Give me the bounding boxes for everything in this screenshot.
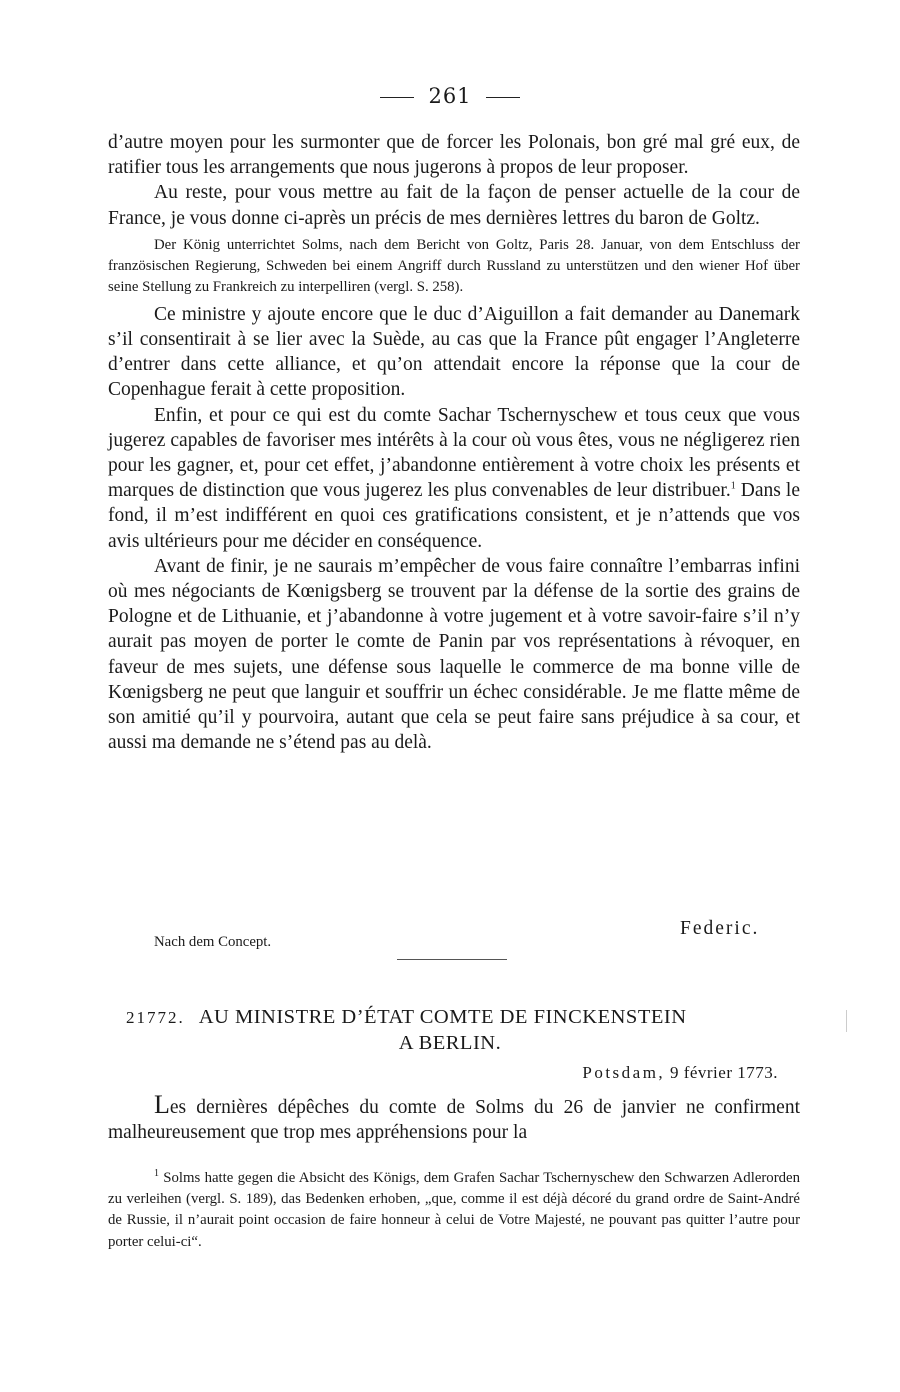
letter-opening-paragraph: [108, 1092, 800, 1145]
dateline-place: Potsdam,: [582, 1063, 666, 1082]
initial-letter: L: [154, 1090, 170, 1119]
footnote-mark: 1: [154, 1168, 159, 1180]
letter-opening-text: es dernières dépêches du comte de Solms du 26 de janvier ne confirment malheureusement que trop mes appréhensions pour la: [108, 1097, 800, 1144]
section-divider: [397, 959, 507, 960]
letter-recipient: AU MINISTRE D’ÉTAT COMTE DE FINCKENSTEIN: [198, 1006, 687, 1028]
letter-heading-line-2: A BERLIN.: [398, 1032, 502, 1054]
paragraph-2: Au reste, pour vous mettre au fait de la façon de penser actuelle de la cour de France, je vous donne ci-après un précis de mes dernières lettres du baron de Goltz.: [108, 182, 800, 229]
paragraph-3: Ce ministre y ajoute encore que le duc d’Aiguillon a fait demander au Danemark s’il consentirait à se lier avec la Suède, au cas que la France pût engager l’Angleterre d’entrer dans cette alliance, et qu’on attendait encore la réponse que la cour de Copenhague ferait à cette proposition.: [108, 303, 800, 401]
footnote: [108, 1168, 800, 1253]
paragraph-5: Avant de finir, je ne saurais m’empêcher de vous faire connaître l’embarras infini où mes négociants de Kœnigsberg se trouvent par la défense de la sortie des grains de Pologne et de Lithuanie, et j’abandonne à votre jugement et à votre savoir-faire s’il n’y aurait pas moyen de porter le comte de Panin par vos représentations à révoquer, en faveur de mes sujets, une défense sous laquelle le commerce de ma bonne ville de Kœnigsberg ne peut que languir et souffrir un échec considérable. Je me flatte même de son amitié qu’il y pourvoira, autant que cela se peut faire sans préjudice à sa cour, et aussi ma demande ne s’étend pas au delà.: [108, 555, 800, 754]
dateline: [582, 1063, 778, 1083]
dateline-date: 9 février 1773.: [669, 1063, 778, 1082]
header-dash-right: [486, 97, 520, 98]
source-note: Nach dem Concept.: [154, 934, 272, 950]
margin-mark: [846, 1010, 847, 1032]
paragraph-4: [108, 403, 800, 554]
letter-number: 21772.: [126, 1008, 185, 1027]
paragraph-4-part-2: Dans le fond, il m’est indifférent en quoi ces gratifications consistent, et je n’attends que vos avis ultérieurs pour me décider en conséquence.: [108, 480, 801, 552]
footnote-reference: 1: [730, 480, 736, 492]
signature: Federic.: [680, 918, 760, 939]
paragraph-4-part-1: Enfin, et pour ce qui est du comte Sachar Tschernyschew et tous ceux que vous jugerez capables de favoriser mes intérêts à la cour où vous êtes, vous ne négligerez rien pour les gagner, et, pour cet effet, j’abandonne entièrement à votre choix les présents et marques de distinction que vous jugerez les plus convenables de leur distribuer.: [108, 404, 800, 502]
paragraph-1: d’autre moyen pour les surmonter que de forcer les Polonais, bon gré mal gré eux, de ratifier tous les arrangements que nous jugerons à propos de leur proposer.: [108, 132, 800, 179]
footnote-text: Solms hatte gegen die Absicht des Königs, dem Grafen Sachar Tschernyschew den Schwarzen Adlerorden zu verleihen (vergl. S. 189), das Bedenken erhoben, „que, comme il est déjà décoré du grand ordre de Saint-André de Russie, il n’aurait point occasion de faire honneur à celui de Votre Majesté, ne pouvant pas quitter l’autre pour porter celui-ci“.: [108, 1170, 800, 1250]
body-top: [108, 130, 800, 755]
page-header: [0, 84, 900, 108]
summary-note: Der König unterrichtet Solms, nach dem Bericht von Goltz, Paris 28. Januar, von dem Entschluss der französischen Regierung, Schweden bei einem Angriff durch Russland zu unterstützen und den wiener Hof über seine Stellung zu Frankreich zu interpelliren (vergl. S. 258).: [108, 236, 800, 296]
letter-heading-line-1: [126, 1006, 806, 1029]
letter-opening: [108, 1092, 800, 1145]
page-number: 261: [428, 84, 472, 108]
header-dash-left: [380, 97, 414, 98]
